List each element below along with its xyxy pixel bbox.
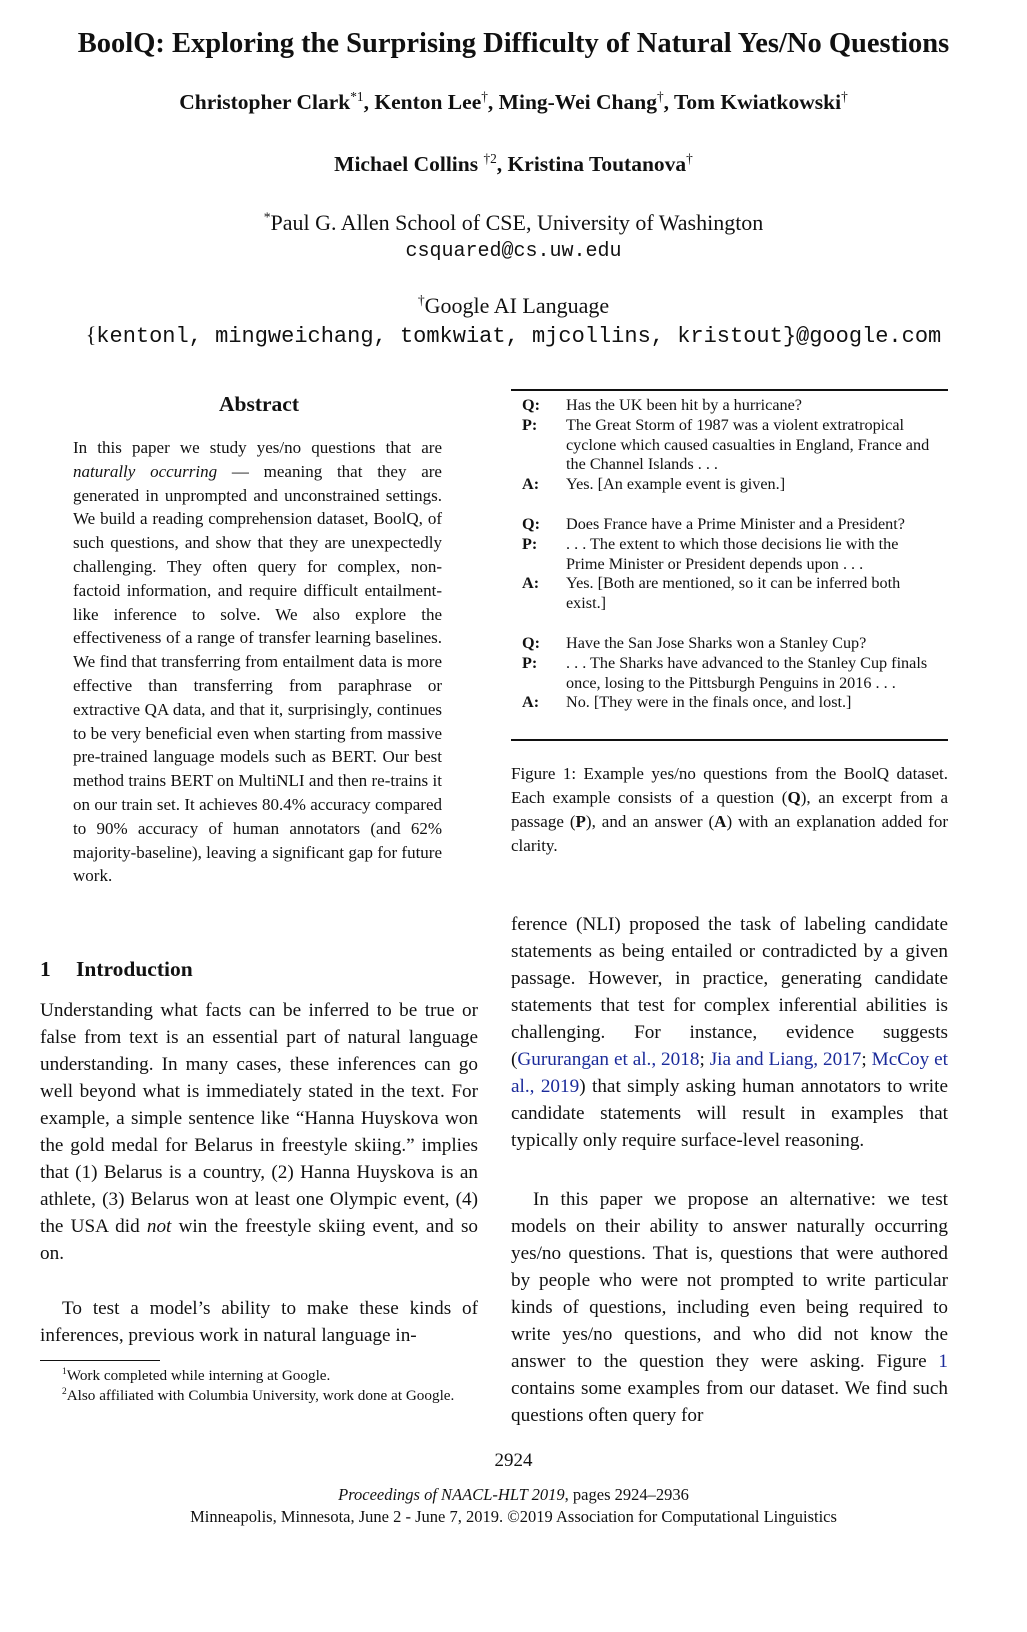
question-key: Q: (522, 633, 540, 652)
text-run: ; (699, 1049, 710, 1070)
passage-key: P: (522, 653, 538, 672)
author-name: Tom Kwiatkowski (674, 90, 842, 114)
brace-open: { (85, 322, 97, 347)
intro-paragraph-1 (40, 997, 478, 1267)
answer-text: Yes. [An example event is given.] (566, 475, 786, 494)
caption-key: A (714, 812, 727, 831)
passage-key: P: (522, 415, 538, 434)
question-key: Q: (522, 396, 540, 414)
figure-reference[interactable]: 1 (938, 1351, 948, 1372)
text-emphasis: not (146, 1216, 172, 1237)
text-run: ) that simply asking human annotators to write candidate statements will result in examples that typically only require surface-level reasoning. (511, 1076, 948, 1151)
answer-key: A: (522, 475, 540, 494)
email-uw[interactable]: csquared@cs.uw.edu (405, 240, 622, 263)
text-run: In this paper we propose an alternative: we test models on their ability to answer naturally occurring yes/no questions. That is, questions that were authored by people who were not prompted to write particular kinds of questions, including even being required to write yes/no questions, and who did not know the answer to the question they were asking. Figure (511, 1189, 948, 1372)
caption-key: Q (787, 788, 801, 807)
affiliation-mark: † (417, 292, 425, 308)
passage-text: The Great Storm of 1987 was a violent extratropical cyclone which caused casualties in England, France and the Channel Islands . . . (566, 415, 930, 474)
footnote-mark: 2 (62, 1386, 67, 1397)
text-run: ; (861, 1049, 872, 1070)
footnote-mark: 1 (62, 1366, 67, 1377)
page-number: 2924 (494, 1450, 533, 1471)
caption-key: P (575, 812, 586, 831)
abstract-emphasis: naturally occurring (73, 461, 218, 481)
right-column-paragraph-1 (511, 911, 948, 1154)
question-text: Does France have a Prime Minister and a President? (566, 514, 905, 533)
caption-run: ), and an answer ( (585, 812, 715, 831)
author-list-line-2: Michael Collins $^{\dagger 2}$, Kristina Toutanova† (334, 150, 693, 176)
citation-jia-liang[interactable]: Jia and Liang, 2017 (709, 1049, 862, 1070)
footnotes (40, 1366, 478, 1406)
footnote-1 (40, 1366, 478, 1386)
caption-run: ), an excerpt from a passage ( (511, 788, 948, 831)
text-run: Understanding what facts can be inferred to be true or false from text is an essential part of natural language understanding. In many cases, these inferences can go well beyond what is immediately stated in the text. For example, a simple sentence like “Hanna Huyskova won the gold medal for Belarus in freestyle skiing.” implies that (1) Belarus is a country, (2) Hanna Huyskova is an athlete, (3) Belarus won at least one Olympic event, (4) the USA did (40, 1000, 478, 1237)
example-2 (522, 515, 940, 614)
footnote-text: Work completed while interning at Google. (66, 1367, 331, 1384)
abstract-heading: Abstract (218, 392, 299, 416)
figure-top-rule (511, 389, 948, 391)
question-text: Has the UK been hit by a hurricane? (566, 396, 802, 414)
intro-paragraph-2: To test a model’s ability to make these kinds of inferences, previous work in natural language in- (40, 1298, 478, 1346)
author-list-line-1: Christopher Clark$^{*1}$, Kenton Lee†, Ming-Wei Chang†, Tom Kwiatkowski† (179, 88, 848, 114)
text-run: win the freestyle skiing event, and so on. (40, 1216, 478, 1264)
footnote-text: Also affiliated with Columbia University, work done at Google. (66, 1387, 455, 1404)
author-mark: † (481, 88, 488, 104)
affiliation-name: Paul G. Allen School of CSE, University of Washington (270, 210, 764, 235)
footer-venue (0, 1485, 1027, 1505)
author-name: Christopher Clark (179, 90, 351, 114)
affiliation-name: Google AI Language (424, 293, 610, 318)
author-mark: †2 (483, 150, 497, 166)
right-column-paragraph-2 (511, 1186, 948, 1429)
paper-title: BoolQ: Exploring the Surprising Difficulty of Natural Yes/No Questions (77, 28, 950, 59)
footnote-rule (40, 1360, 160, 1361)
affiliation-mark: * (263, 209, 271, 225)
author-mark: † (841, 88, 848, 104)
figure-bottom-rule (511, 739, 948, 741)
answer-text: No. [They were in the finals once, and lost.] (566, 693, 852, 712)
email-domain: }@google.com (782, 324, 942, 349)
question-text: Have the San Jose Sharks won a Stanley Cup? (566, 633, 867, 652)
author-name: Kenton Lee (374, 90, 482, 114)
figure-1-examples (522, 396, 940, 713)
section-number: 1 (40, 957, 51, 981)
figure-1-caption (511, 762, 948, 858)
answer-key: A: (522, 693, 540, 712)
example-3 (522, 634, 940, 713)
email-users: kentonl, mingweichang, tomkwiat, mjcollins, kristout (96, 324, 783, 349)
footnote-2 (40, 1386, 478, 1406)
author-mark: † (656, 88, 664, 104)
answer-key: A: (522, 574, 540, 593)
citation-gururangan[interactable]: Gururangan et al., 2018 (517, 1049, 700, 1070)
abstract-part: In this paper we study yes/no questions that are (73, 438, 442, 457)
venue-pages: , pages 2924–2936 (564, 1485, 689, 1504)
footer-location: Minneapolis, Minnesota, June 2 - June 7, 2019. ©2019 Association for Computational Linguistics (190, 1507, 837, 1526)
affiliation-uw (0, 210, 1027, 236)
author-mark: † (686, 150, 693, 166)
passage-key: P: (522, 534, 538, 553)
venue-name: Proceedings of NAACL-HLT 2019 (338, 1485, 565, 1504)
section-title: Introduction (76, 957, 193, 981)
citation-mccoy[interactable]: McCoy et al., 2019 (511, 1049, 948, 1097)
caption-run: ) with an explanation added for clarity. (511, 812, 949, 855)
abstract-text (73, 436, 442, 888)
author-name: Michael Collins (334, 152, 479, 176)
caption-run: Figure 1: Example yes/no questions from the BoolQ dataset. Each example consists of a question ( (511, 764, 948, 807)
email-google[interactable] (0, 322, 1027, 349)
section-heading-introduction (40, 957, 193, 982)
answer-text: Yes. [Both are mentioned, so it can be inferred both exist.] (566, 574, 901, 613)
text-run: contains some examples from our dataset. We find such questions often query for (511, 1378, 948, 1426)
passage-text: . . . The extent to which those decisions lie with the Prime Minister or President depends upon . . . (566, 534, 899, 573)
abstract-part: — meaning that they are generated in unprompted and unconstrained settings. We build a reading comprehension dataset, BoolQ, of such questions, and show that they are unexpectedly challenging. They often query for complex, non-factoid information, and require difficult entailment-like inference to solve. We also explore the effectiveness of a range of transfer learning baselines. We find that transferring from entailment data is more effective than transferring from paraphrase or extractive QA data, and that it, surprisingly, continues to be very beneficial even when starting from massive pre-trained language models such as BERT. Our best method trains BERT on MultiNLI and then re-trains it on our train set. It achieves 80.4% accuracy compared to 90% accuracy of human annotators (and 62% majority-baseline), leaving a significant gap for future work. (73, 461, 442, 886)
example-1 (522, 396, 940, 495)
author-mark: *1 (350, 88, 364, 104)
author-name: Kristina Toutanova (507, 152, 687, 176)
affiliation-google (0, 293, 1027, 319)
author-name: Ming-Wei Chang (498, 90, 657, 114)
question-key: Q: (522, 514, 540, 533)
text-run: ference (NLI) proposed the task of labeling candidate statements as being entailed or contradicted by a given passage. However, in practice, generating candidate statements that test for complex inferential abilities is challenging. For instance, evidence suggests ( (511, 914, 948, 1070)
passage-text: . . . The Sharks have advanced to the Stanley Cup finals once, losing to the Pittsburgh Penguins in 2016 . . . (566, 653, 928, 692)
